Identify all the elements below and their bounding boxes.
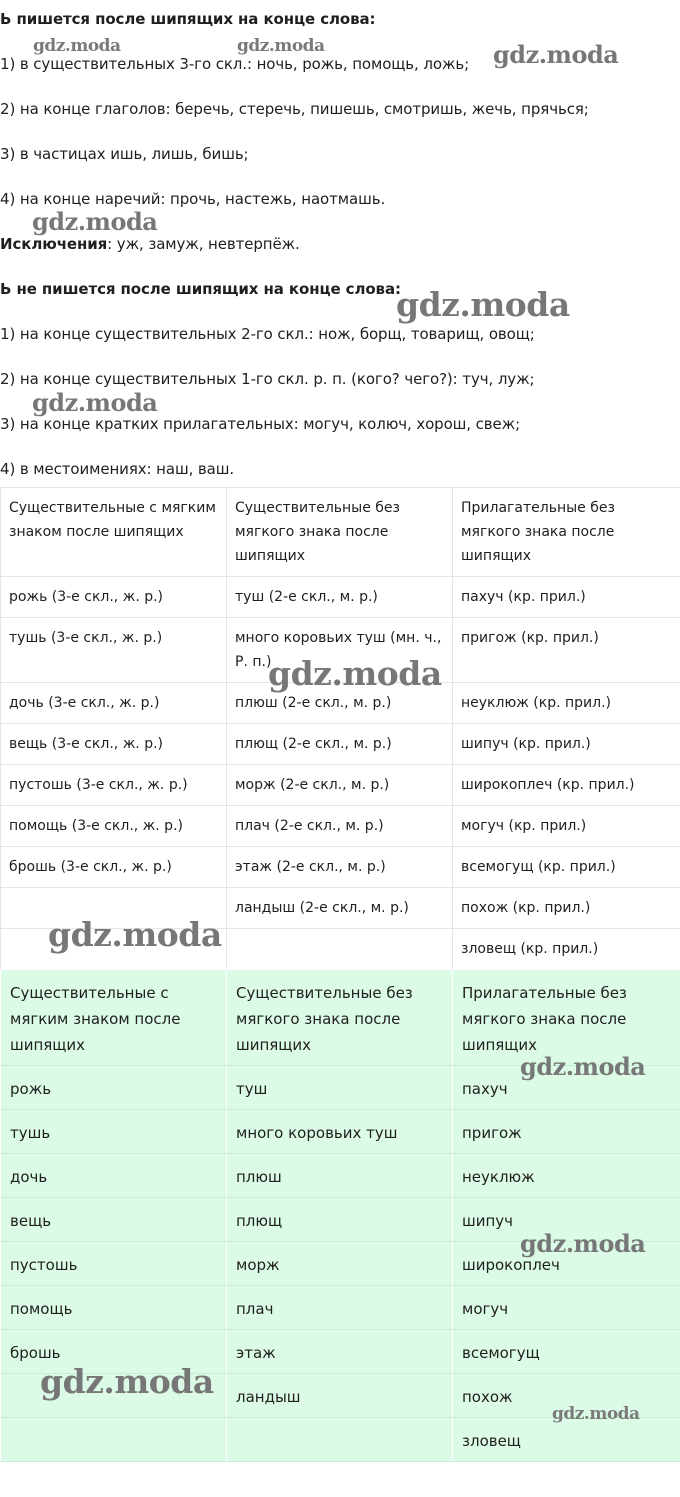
table-cell: брошь — [1, 1330, 227, 1374]
rule2-item-4: 4) в местоимениях: наш, ваш. — [0, 460, 235, 478]
table-cell: широкоплеч (кр. прил.) — [453, 765, 680, 806]
table-cell: неуклюж (кр. прил.) — [453, 683, 680, 724]
watermark: gdz.moda — [268, 654, 442, 693]
table-row — [1, 1286, 680, 1330]
table-row — [1, 765, 680, 806]
table-cell: много коровьих туш (мн. ч., Р. п.) — [227, 618, 453, 683]
table-cell: пахуч — [453, 1066, 680, 1110]
table-header-row — [1, 488, 680, 577]
table-cell: тушь — [1, 1110, 227, 1154]
table-cell: ландыш — [227, 1374, 453, 1418]
exceptions-text: : уж, замуж, невтерпёж. — [107, 235, 300, 253]
table-cell — [1, 1374, 227, 1418]
rule2-title: Ь не пишется после шипящих на конце слова: — [0, 280, 401, 298]
rule1-title: Ь пишется после шипящих на конце слова: — [0, 10, 376, 28]
table-cell: шипуч — [453, 1198, 680, 1242]
table-cell: морж — [227, 1242, 453, 1286]
table-row — [1, 1418, 680, 1462]
table-cell: помощь — [1, 1286, 227, 1330]
table-cell: туш (2-е скл., м. р.) — [227, 577, 453, 618]
rule2-item-3: 3) на конце кратких прилагательных: могуч, колюч, хорош, свеж; — [0, 415, 521, 433]
table-cell: ландыш (2-е скл., м. р.) — [227, 888, 453, 929]
table-header-cell: Прилагательные без мягкого знака после шипящих — [453, 970, 680, 1066]
watermark: gdz.moda — [396, 285, 570, 324]
table-row — [1, 577, 680, 618]
table-cell: пустошь — [1, 1242, 227, 1286]
table-row — [1, 1198, 680, 1242]
table-header-cell: Прилагательные без мягкого знака после шипящих — [453, 488, 680, 577]
table-row — [1, 1330, 680, 1374]
watermark: gdz.moda — [520, 1229, 646, 1258]
table-row — [1, 1154, 680, 1198]
table-cell: вещь — [1, 1198, 227, 1242]
table-cell: плющ — [227, 1198, 453, 1242]
table-row — [1, 888, 680, 929]
watermark: gdz.moda — [48, 915, 222, 954]
table-cell — [227, 929, 453, 970]
table-cell: всемогущ — [453, 1330, 680, 1374]
table-cell: рожь (3-е скл., ж. р.) — [1, 577, 227, 618]
table-cell: похож — [453, 1374, 680, 1418]
table-cell: вещь (3-е скл., ж. р.) — [1, 724, 227, 765]
table-row — [1, 683, 680, 724]
table-plain — [0, 969, 680, 1462]
table-cell: широкоплеч — [453, 1242, 680, 1286]
table-header-row — [1, 970, 680, 1066]
table-cell: могуч (кр. прил.) — [453, 806, 680, 847]
table-row — [1, 724, 680, 765]
table-cell: дочь — [1, 1154, 227, 1198]
table-cell: могуч — [453, 1286, 680, 1330]
table-header-cell: Существительные с мягким знаком после шипящих — [1, 488, 227, 577]
table-cell: плющ (2-е скл., м. р.) — [227, 724, 453, 765]
watermark: gdz.moda — [520, 1052, 646, 1081]
watermark: gdz.moda — [552, 1404, 640, 1424]
rule2-item-2: 2) на конце существительных 1-го скл. р. п. (кого? чего?): туч, луж; — [0, 370, 535, 388]
table-cell — [1, 929, 227, 970]
rule1-item-1: 1) в существительных 3-го скл.: ночь, рожь, помощь, ложь; — [0, 55, 470, 73]
table-cell: плач (2-е скл., м. р.) — [227, 806, 453, 847]
table-row — [1, 1242, 680, 1286]
table-cell: пригож — [453, 1110, 680, 1154]
table-cell: похож (кр. прил.) — [453, 888, 680, 929]
table-cell: плюш — [227, 1154, 453, 1198]
table-row — [1, 806, 680, 847]
rule1-item-3: 3) в частицах ишь, лишь, бишь; — [0, 145, 249, 163]
table-cell: зловещ (кр. прил.) — [453, 929, 680, 970]
table-header-cell: Существительные без мягкого знака после шипящих — [227, 970, 453, 1066]
table-cell: дочь (3-е скл., ж. р.) — [1, 683, 227, 724]
table-row — [1, 1110, 680, 1154]
table-cell: туш — [227, 1066, 453, 1110]
rule2-item-1: 1) на конце существительных 2-го скл.: нож, борщ, товарищ, овощ; — [0, 325, 535, 343]
table-cell: брошь (3-е скл., ж. р.) — [1, 847, 227, 888]
table-cell: этаж (2-е скл., м. р.) — [227, 847, 453, 888]
table-cell: неуклюж — [453, 1154, 680, 1198]
table-row — [1, 1066, 680, 1110]
table-cell: всемогущ (кр. прил.) — [453, 847, 680, 888]
watermark: gdz.moda — [237, 36, 325, 56]
table-cell: этаж — [227, 1330, 453, 1374]
table-cell: пригож (кр. прил.) — [453, 618, 680, 683]
table-header-cell: Существительные с мягким знаком после шипящих — [1, 970, 227, 1066]
exceptions-label: Исключения — [0, 235, 108, 253]
table-row — [1, 847, 680, 888]
table-cell: плач — [227, 1286, 453, 1330]
table-cell: много коровьих туш — [227, 1110, 453, 1154]
table-cell — [227, 1418, 453, 1462]
rule1-item-4: 4) на конце наречий: прочь, настежь, наотмашь. — [0, 190, 386, 208]
watermark: gdz.moda — [40, 1362, 214, 1401]
table-row — [1, 618, 680, 683]
table-cell: морж (2-е скл., м. р.) — [227, 765, 453, 806]
table-cell: плюш (2-е скл., м. р.) — [227, 683, 453, 724]
table-row — [1, 929, 680, 970]
table-cell: помощь (3-е скл., ж. р.) — [1, 806, 227, 847]
table-cell: шипуч (кр. прил.) — [453, 724, 680, 765]
table-cell: рожь — [1, 1066, 227, 1110]
watermark: gdz.moda — [32, 388, 158, 417]
watermark: gdz.moda — [32, 207, 158, 236]
table-annotated — [0, 487, 680, 970]
table-cell: зловещ — [453, 1418, 680, 1462]
table-header-cell: Существительные без мягкого знака после шипящих — [227, 488, 453, 577]
table-cell — [1, 1418, 227, 1462]
table-row — [1, 1374, 680, 1418]
table-cell: тушь (3-е скл., ж. р.) — [1, 618, 227, 683]
table-cell: пустошь (3-е скл., ж. р.) — [1, 765, 227, 806]
rule1-exceptions — [0, 234, 300, 254]
table-cell: пахуч (кр. прил.) — [453, 577, 680, 618]
watermark: gdz.moda — [33, 36, 121, 56]
watermark: gdz.moda — [493, 40, 619, 69]
rule1-item-2: 2) на конце глаголов: беречь, стеречь, пишешь, смотришь, жечь, прячься; — [0, 100, 589, 118]
table-cell — [1, 888, 227, 929]
